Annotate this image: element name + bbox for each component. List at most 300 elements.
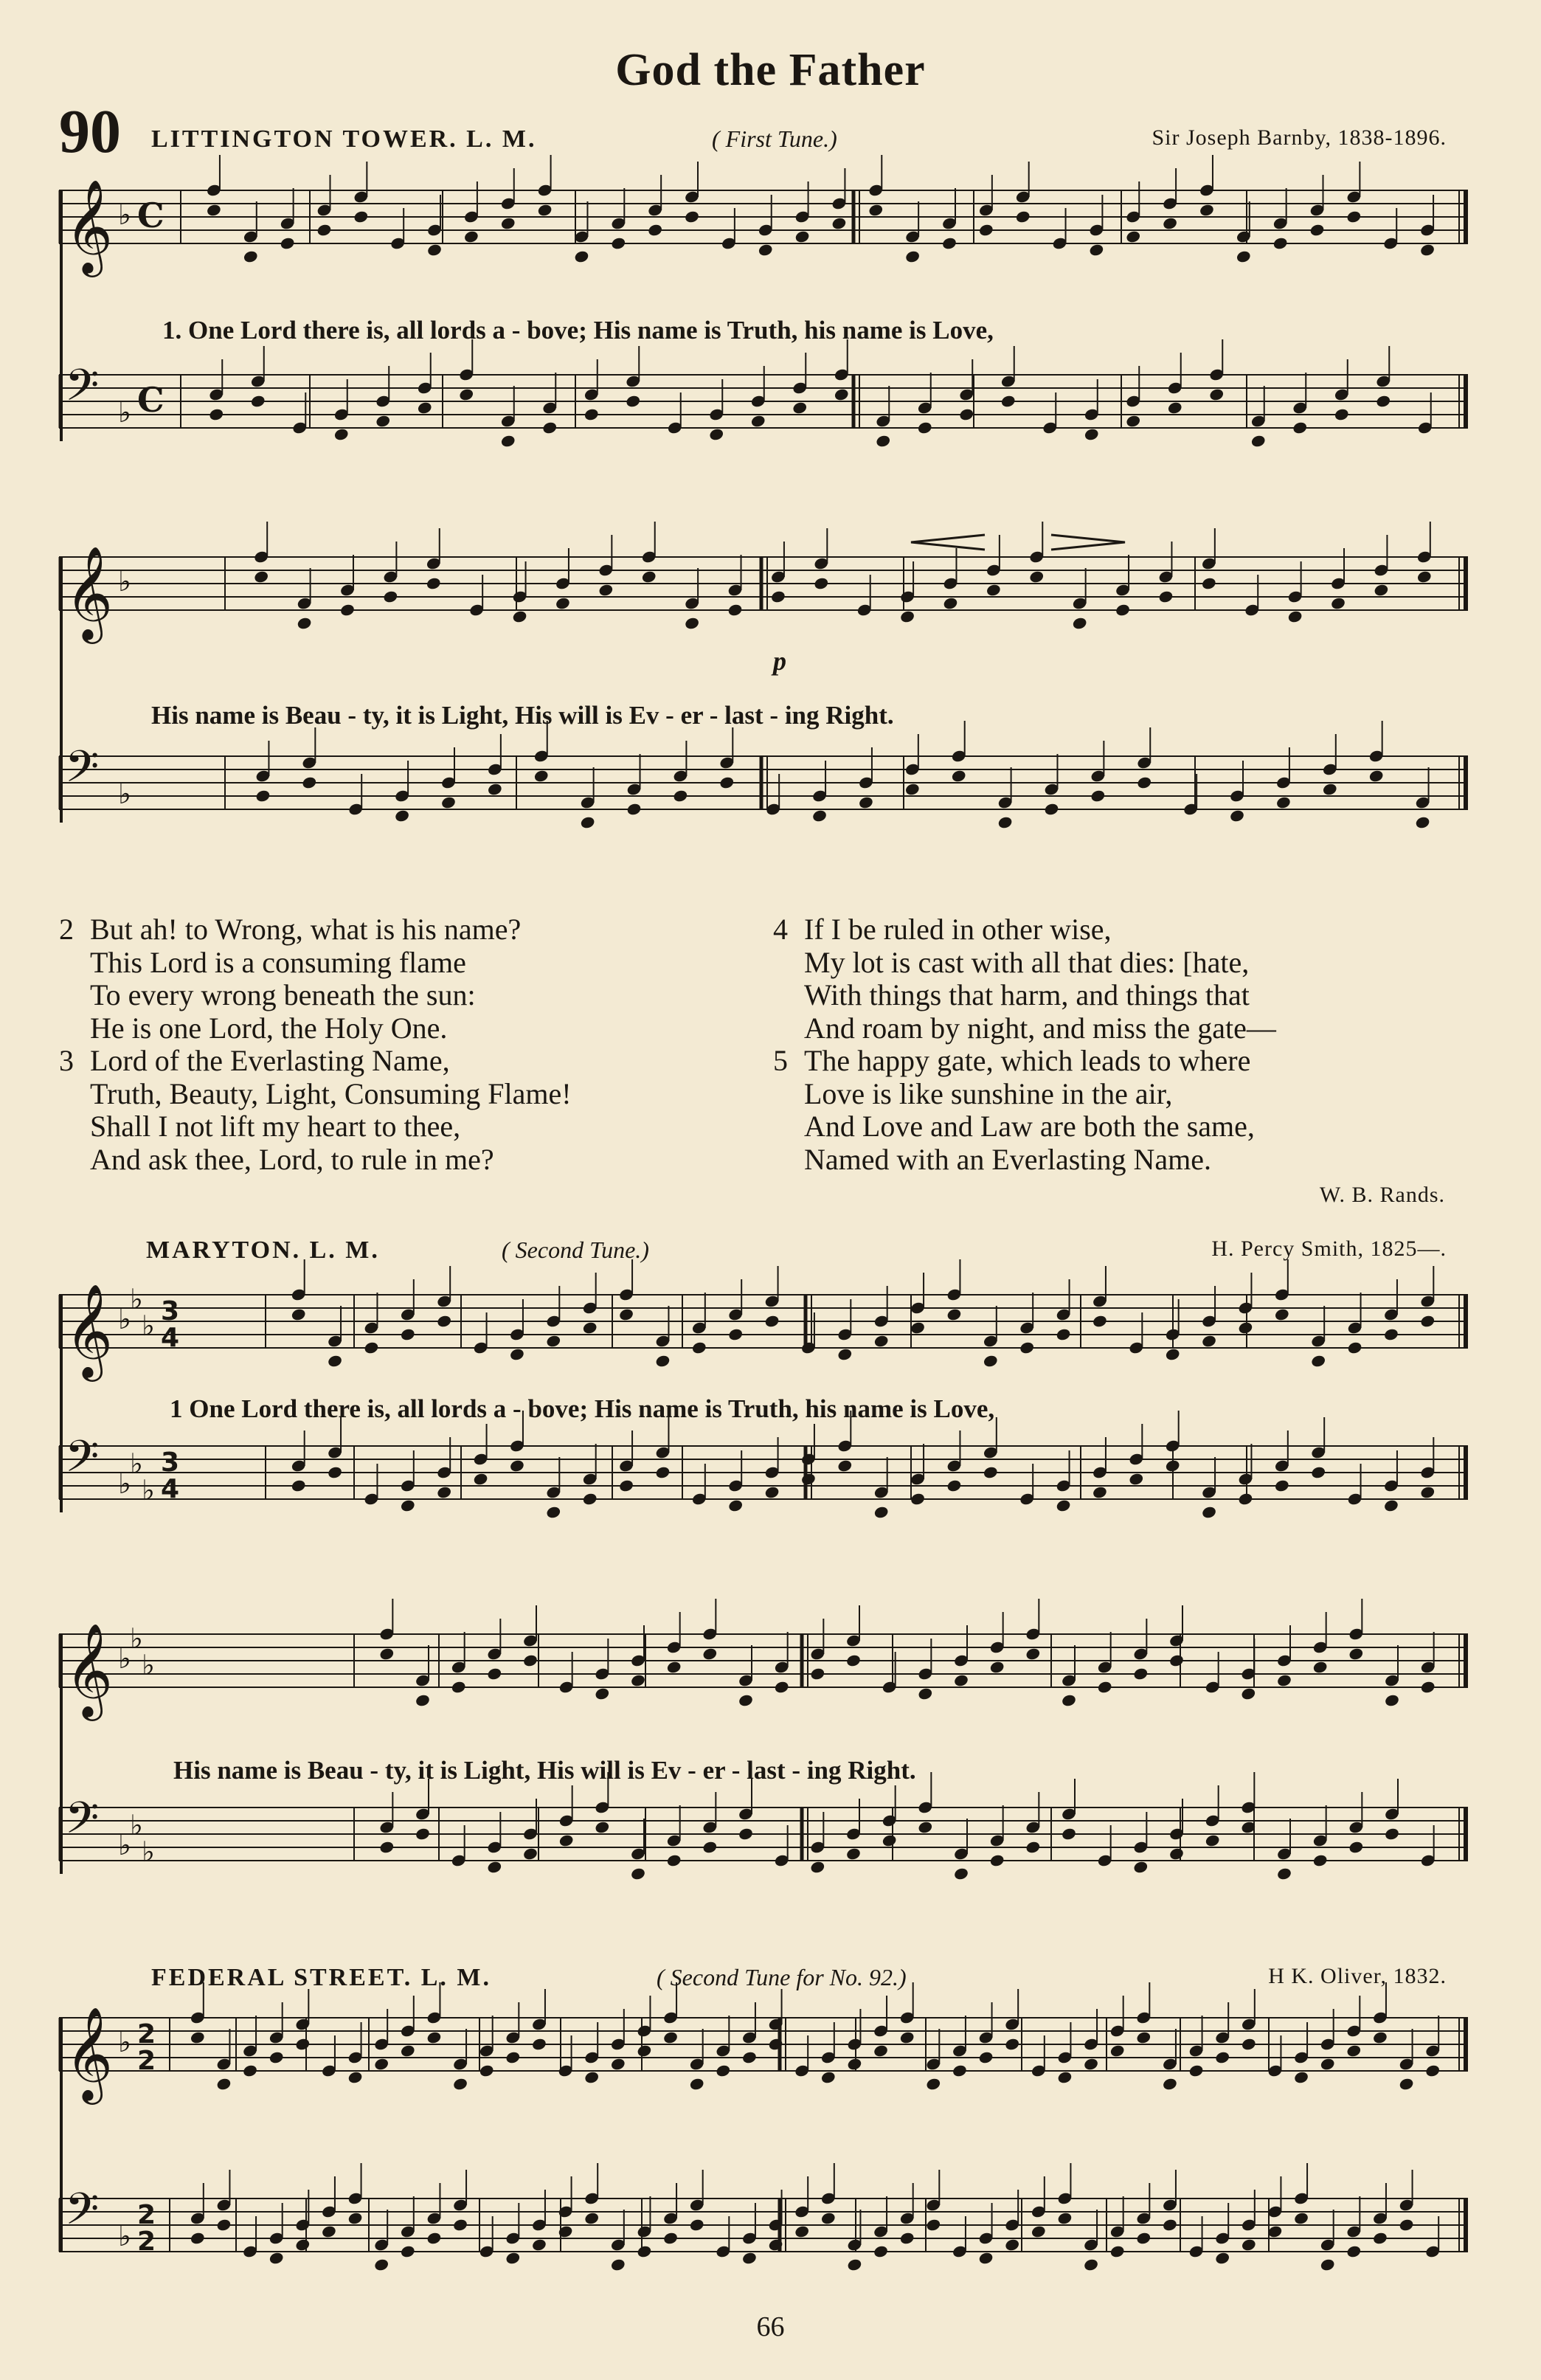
- notehead: [1004, 2037, 1020, 2051]
- notehead: [882, 1833, 898, 1847]
- notehead: [327, 1465, 343, 1479]
- notehead: [426, 243, 443, 257]
- notehead: [917, 1687, 933, 1701]
- notehead: [1004, 2238, 1020, 2252]
- flat-sign-icon: ♭: [118, 1642, 131, 1675]
- notehead: [997, 815, 1014, 829]
- notehead: [479, 2064, 495, 2078]
- notehead: [1276, 1673, 1292, 1687]
- notehead: [383, 589, 399, 603]
- music-staff: [59, 1793, 1475, 1896]
- notehead: [792, 401, 808, 415]
- verse-3-line-1: 3 Lord of the Everlasting Name,: [59, 1044, 450, 1077]
- notehead: [1274, 1478, 1290, 1492]
- notehead: [899, 2231, 915, 2245]
- notehead: [339, 603, 356, 617]
- notehead: [400, 1498, 416, 1512]
- notehead: [255, 789, 271, 803]
- notehead: [946, 1307, 963, 1321]
- notehead: [718, 775, 735, 789]
- notehead: [400, 2244, 416, 2258]
- notehead: [1162, 216, 1178, 230]
- crescendo-mark: [904, 533, 1051, 556]
- notehead: [1128, 1472, 1144, 1486]
- notehead: [845, 1653, 862, 1667]
- notehead: [764, 1314, 780, 1328]
- verse-5-line-2: Love is like sunshine in the air,: [804, 1076, 1173, 1110]
- verse-2-line-2: This Lord is a consuming flame: [90, 945, 466, 979]
- notehead: [647, 223, 663, 237]
- notehead: [741, 2050, 758, 2064]
- time-signature-top: 2: [137, 2019, 156, 2049]
- notehead: [1072, 616, 1088, 630]
- notehead: [1025, 1647, 1041, 1661]
- notehead: [847, 2057, 863, 2071]
- notehead: [1241, 2238, 1257, 2252]
- notehead: [364, 1341, 380, 1355]
- notehead: [1372, 2030, 1388, 2044]
- notehead: [486, 1667, 502, 1681]
- flat-sign-icon: ♭: [118, 396, 131, 429]
- notehead: [800, 1472, 817, 1486]
- notehead: [243, 249, 259, 263]
- notehead: [1399, 2077, 1415, 2091]
- notehead: [770, 589, 786, 603]
- notehead: [1188, 2064, 1205, 2078]
- notehead: [594, 1687, 610, 1701]
- notehead: [618, 1307, 634, 1321]
- notehead: [989, 1660, 1005, 1674]
- notehead: [1346, 2044, 1362, 2058]
- composer-maryton: H. Percy Smith, 1825—.: [1211, 1236, 1447, 1261]
- notehead: [347, 2211, 364, 2225]
- music-staff: [59, 1431, 1475, 1520]
- notehead: [375, 414, 391, 428]
- notehead: [1061, 1693, 1077, 1707]
- notehead: [1057, 2211, 1073, 2225]
- lyric-line: His name is Beau - ty, it is Light, His will is Ev - er - last - ing Right.: [173, 1756, 916, 1785]
- notehead: [684, 616, 700, 630]
- notehead: [873, 1505, 890, 1519]
- notehead: [1419, 243, 1436, 257]
- flat-sign-icon: ♭: [118, 778, 131, 810]
- notehead: [1056, 1327, 1072, 1341]
- notehead: [925, 2218, 941, 2232]
- notehead: [958, 407, 974, 421]
- verse-2-line-3: To every wrong beneath the sun:: [90, 978, 476, 1011]
- notehead: [727, 603, 744, 617]
- tune-name-littington: LITTINGTON TOWER. L. M.: [151, 125, 537, 153]
- verse-4-line-4: And roam by night, and miss the gate—: [804, 1011, 1276, 1045]
- notehead: [216, 2218, 232, 2232]
- notehead: [280, 236, 296, 250]
- notehead: [555, 596, 571, 610]
- notehead: [820, 2070, 837, 2084]
- system-bracket: [59, 1280, 66, 1546]
- notehead: [1097, 1680, 1113, 1694]
- notehead: [1384, 1693, 1400, 1707]
- notehead: [1348, 1840, 1364, 1854]
- page-number: 66: [756, 2311, 785, 2342]
- notehead: [1083, 2057, 1099, 2071]
- notehead: [952, 2064, 968, 2078]
- notehead: [1132, 1860, 1149, 1874]
- notehead: [655, 1354, 671, 1368]
- notehead: [673, 789, 689, 803]
- system-bracket: [59, 2003, 66, 2283]
- verse-4-line-1: 4 If I be ruled in other wise,: [773, 913, 1112, 946]
- music-system: [59, 1619, 1475, 1951]
- lyric-line: 1. One Lord there is, all lords a - bove; His name is Truth, his name is Love,: [162, 316, 994, 345]
- notehead: [558, 1833, 575, 1847]
- notehead: [610, 2258, 626, 2272]
- notehead: [662, 2231, 679, 2245]
- notehead: [630, 1673, 646, 1687]
- notehead: [1090, 789, 1107, 803]
- notehead: [190, 2030, 206, 2044]
- notehead: [1214, 2050, 1230, 2064]
- notehead: [1312, 1853, 1329, 1867]
- notehead: [873, 2244, 889, 2258]
- common-time-icon: C: [137, 380, 165, 420]
- notehead: [1208, 387, 1225, 401]
- notehead: [641, 570, 657, 584]
- notehead: [512, 609, 528, 623]
- notehead: [1136, 775, 1152, 789]
- lyric-line: 1 One Lord there is, all lords a - bove; His name is Truth, his name is Love,: [170, 1394, 995, 1423]
- notehead: [1399, 2218, 1415, 2232]
- notehead: [941, 236, 958, 250]
- notehead: [216, 2077, 232, 2091]
- notehead: [1383, 1498, 1399, 1512]
- system-bracket: [59, 542, 66, 852]
- notehead: [978, 2251, 994, 2265]
- notehead: [1109, 2244, 1126, 2258]
- notehead: [1293, 2070, 1309, 2084]
- time-signature-bottom: 4: [161, 1323, 180, 1353]
- notehead: [291, 1478, 307, 1492]
- flat-sign-icon: ♭: [118, 1467, 131, 1500]
- notehead: [794, 2224, 810, 2238]
- notehead: [1031, 2224, 1047, 2238]
- notehead: [1236, 249, 1252, 263]
- notehead: [1424, 2064, 1441, 2078]
- notehead: [899, 609, 915, 623]
- notehead: [953, 1867, 969, 1881]
- notehead: [400, 1327, 416, 1341]
- notehead: [294, 2238, 311, 2252]
- bass-clef-icon: 𝄢: [65, 1431, 100, 1492]
- music-staff: [59, 741, 1475, 845]
- notehead: [868, 203, 884, 217]
- notehead: [582, 1321, 598, 1335]
- notehead: [1015, 210, 1031, 224]
- music-system: [59, 176, 1475, 485]
- notehead: [1028, 570, 1045, 584]
- time-signature-bottom: 2: [137, 2046, 156, 2076]
- notehead: [558, 2224, 574, 2238]
- notehead: [1312, 1660, 1329, 1674]
- notehead: [426, 2231, 443, 2245]
- notehead: [1125, 229, 1141, 243]
- notehead: [925, 2077, 941, 2091]
- tune-note-federal-street: ( Second Tune for No. 92.): [657, 1964, 907, 1990]
- notehead: [738, 1827, 754, 1841]
- notehead: [522, 1847, 539, 1861]
- music-staff: [59, 542, 1475, 646]
- notehead: [582, 1492, 598, 1506]
- notehead: [333, 427, 350, 441]
- notehead: [837, 1459, 853, 1473]
- notehead: [809, 1667, 825, 1681]
- verse-4-line-2: My lot is cast with all that dies: [hate,: [804, 945, 1250, 979]
- flat-sign-icon: ♭: [118, 2220, 131, 2252]
- notehead: [250, 394, 266, 408]
- notehead: [1205, 1833, 1221, 1847]
- notehead: [684, 210, 700, 224]
- notehead: [347, 2070, 364, 2084]
- notehead: [873, 2044, 889, 2058]
- notehead: [545, 1505, 561, 1519]
- notehead: [943, 596, 959, 610]
- notehead: [758, 243, 774, 257]
- notehead: [1061, 1827, 1077, 1841]
- notehead: [269, 2050, 285, 2064]
- notehead: [1416, 570, 1433, 584]
- notehead: [610, 236, 626, 250]
- notehead: [505, 2251, 521, 2265]
- notehead: [618, 1478, 634, 1492]
- notehead: [378, 1840, 395, 1854]
- flat-sign-icon: ♭: [118, 565, 131, 598]
- notehead: [689, 2218, 705, 2232]
- verse-5-line-1: 5 The happy gate, which leads to where: [773, 1044, 1251, 1077]
- treble-clef-icon: 𝄞: [65, 2006, 114, 2100]
- notehead: [452, 2077, 468, 2091]
- time-signature-bottom: 2: [137, 2227, 156, 2257]
- system-bracket: [59, 176, 66, 471]
- notehead: [764, 1485, 780, 1499]
- music-staff: [59, 2003, 1475, 2100]
- notehead: [1083, 2258, 1099, 2272]
- notehead: [1372, 2231, 1388, 2245]
- notehead: [574, 249, 590, 263]
- notehead: [837, 1347, 853, 1361]
- notehead: [1165, 1347, 1181, 1361]
- notehead: [242, 2064, 258, 2078]
- notehead: [904, 782, 921, 796]
- notehead: [583, 2070, 600, 2084]
- notehead: [208, 407, 224, 421]
- treble-clef-icon: 𝄞: [65, 1283, 114, 1377]
- music-system: [59, 1280, 1475, 1582]
- notehead: [1310, 1465, 1326, 1479]
- notehead: [1019, 1341, 1035, 1355]
- notehead: [327, 1354, 343, 1368]
- notehead: [1420, 1680, 1436, 1694]
- time-signature-top: 3: [161, 1447, 180, 1478]
- notehead: [946, 1478, 963, 1492]
- composer-littington: Sir Joseph Barnby, 1838-1896.: [1152, 125, 1447, 150]
- notehead: [1165, 1459, 1181, 1473]
- bass-clef-icon: 𝄢: [65, 741, 100, 803]
- notehead: [1135, 2231, 1152, 2245]
- notehead: [426, 2030, 443, 2044]
- notehead: [541, 421, 558, 435]
- notehead: [1168, 1847, 1185, 1861]
- notehead: [1419, 1314, 1436, 1328]
- notehead: [522, 1653, 539, 1667]
- music-staff: [59, 1619, 1475, 1723]
- notehead: [813, 576, 829, 590]
- notehead: [983, 1354, 999, 1368]
- notehead: [1276, 1867, 1292, 1881]
- notehead: [741, 2251, 758, 2265]
- notehead: [910, 1321, 926, 1335]
- notehead: [875, 434, 891, 448]
- notehead: [1214, 2251, 1230, 2265]
- notehead: [509, 1459, 525, 1473]
- notehead: [951, 769, 967, 783]
- notehead: [436, 1485, 452, 1499]
- notehead: [451, 1680, 467, 1694]
- time-signature-top: 3: [161, 1296, 180, 1326]
- verse-3-line-3: Shall I not lift my heart to thee,: [90, 1110, 461, 1143]
- notehead: [637, 2244, 653, 2258]
- notehead: [321, 2224, 337, 2238]
- notehead: [986, 583, 1002, 597]
- notehead: [1240, 1687, 1256, 1701]
- notehead: [989, 1853, 1005, 1867]
- notehead: [1109, 2044, 1126, 2058]
- notehead: [1057, 2070, 1073, 2084]
- decrescendo-mark: [1044, 533, 1191, 556]
- notehead: [531, 2037, 547, 2051]
- notehead: [1322, 782, 1338, 796]
- notehead: [1201, 1334, 1217, 1348]
- notehead: [666, 1853, 682, 1867]
- notehead: [426, 576, 442, 590]
- verse-5-line-4: Named with an Everlasting Name.: [804, 1142, 1212, 1176]
- lyric-line: His name is Beau - ty, it is Light, His will is Ev - er - last - ing Right.: [151, 701, 894, 730]
- notehead: [1330, 596, 1346, 610]
- dynamic-piano: p: [773, 646, 786, 676]
- notehead: [983, 1465, 999, 1479]
- system-bracket: [59, 1619, 66, 1907]
- notehead: [715, 2064, 731, 2078]
- verse-2-line-4: He is one Lord, the Holy One.: [90, 1011, 448, 1045]
- notehead: [1346, 2244, 1362, 2258]
- music-staff: [59, 2184, 1475, 2287]
- treble-clef-icon: 𝄞: [65, 179, 114, 273]
- notehead: [702, 1647, 718, 1661]
- notehead: [978, 223, 994, 237]
- notehead: [899, 2030, 915, 2044]
- time-signature-top: 2: [137, 2200, 156, 2230]
- notehead: [1272, 236, 1289, 250]
- notehead: [458, 387, 474, 401]
- common-time-icon: C: [137, 196, 165, 235]
- notehead: [1368, 769, 1385, 783]
- notehead: [1293, 2211, 1309, 2225]
- notehead: [831, 216, 848, 230]
- notehead: [708, 427, 724, 441]
- notehead: [1310, 1354, 1326, 1368]
- notehead: [1229, 809, 1245, 823]
- notehead: [531, 2238, 547, 2252]
- hymn-number: 90: [59, 97, 121, 166]
- music-staff: [59, 1280, 1475, 1377]
- notehead: [727, 1327, 744, 1341]
- notehead: [1025, 1840, 1041, 1854]
- notehead: [847, 2258, 863, 2272]
- notehead: [953, 1673, 969, 1687]
- flat-sign-icon: ♭: [130, 1283, 143, 1315]
- notehead: [834, 387, 850, 401]
- notehead: [486, 1860, 502, 1874]
- notehead: [630, 1867, 646, 1881]
- music-staff: [59, 360, 1475, 449]
- notehead: [598, 583, 614, 597]
- verse-4-line-3: With things that harm, and things that: [804, 978, 1250, 1011]
- notehead: [415, 1827, 431, 1841]
- flat-sign-icon: ♭: [118, 1303, 131, 1335]
- notehead: [610, 2057, 626, 2071]
- notehead: [1115, 603, 1131, 617]
- notehead: [190, 2231, 206, 2245]
- notehead: [545, 1334, 561, 1348]
- notehead: [463, 229, 479, 243]
- notehead: [1162, 2077, 1178, 2091]
- notehead: [820, 2211, 837, 2225]
- notehead: [500, 434, 516, 448]
- notehead: [1274, 1307, 1290, 1321]
- notehead: [1275, 795, 1292, 809]
- notehead: [294, 2037, 311, 2051]
- time-signature-bottom: 4: [161, 1474, 180, 1504]
- notehead: [727, 1498, 744, 1512]
- notehead: [580, 815, 596, 829]
- notehead: [1320, 2057, 1336, 2071]
- notehead: [1168, 1653, 1185, 1667]
- notehead: [291, 1307, 307, 1321]
- notehead: [505, 2050, 521, 2064]
- notehead: [1199, 203, 1215, 217]
- treble-clef-icon: 𝄞: [65, 545, 114, 640]
- notehead: [1320, 2258, 1336, 2272]
- notehead: [253, 570, 269, 584]
- flat-sign-icon: ♭: [142, 1649, 155, 1681]
- verses-right: [773, 913, 1276, 1176]
- notehead: [417, 401, 433, 415]
- verse-2-line-1: 2 But ah! to Wrong, what is his name?: [59, 913, 522, 946]
- notehead: [626, 802, 643, 816]
- notehead: [1384, 1827, 1400, 1841]
- verse-5-line-3: And Love and Law are both the same,: [804, 1110, 1255, 1143]
- notehead: [917, 421, 933, 435]
- notehead: [594, 1820, 610, 1834]
- hymn-author: W. B. Rands.: [1319, 1183, 1445, 1207]
- notehead: [858, 795, 874, 809]
- notehead: [625, 394, 641, 408]
- bass-clef-icon: 𝄢: [65, 2183, 100, 2245]
- tune-name-federal-street: FEDERAL STREET. L. M.: [151, 1964, 492, 1991]
- notehead: [1201, 576, 1217, 590]
- notehead: [269, 2251, 285, 2265]
- notehead: [537, 203, 553, 217]
- notehead: [1347, 1341, 1363, 1355]
- notehead: [1158, 589, 1174, 603]
